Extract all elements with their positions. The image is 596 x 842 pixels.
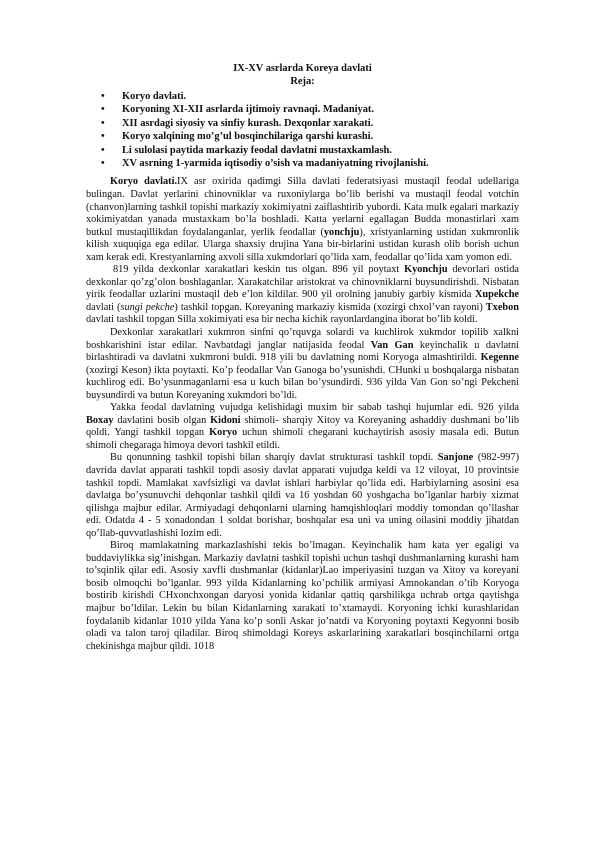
- italic-term: sungi pekche: [120, 301, 175, 313]
- plan-item-text: Li sulolasi paytida markaziy feodal davlatni mustaxkamlash.: [122, 144, 392, 156]
- bullet-icon: •: [101, 158, 105, 170]
- bold-term: Sanjone: [437, 452, 474, 464]
- body-paragraph: [86, 402, 519, 452]
- paragraph-text: Yakka feodal davlatning vujudga kelishidagi muxim bir sabab tashqi hujumlar edi. 926 yilda: [110, 402, 519, 414]
- bullet-icon: •: [101, 104, 105, 116]
- bold-term: Van Gan: [370, 339, 414, 351]
- paragraph-text: Biroq mamlakatning markazlashishi tekis bo’lmagan. Keyinchalik ham kata yer egaligi va buddaviylikka sig’inishgan. Markaziy davlatni tashkil topishi uchun tashqi dushmanlarning kurashi ham to’sqinlik qilar edi. Asosiy xavfli dushmanlar (kidanlar)Lao imperiyasini tuzgan va Xitoy va koreyani bosib olmoqchi bo’lganlar. 993 yilda Kidanlarning ko’pchilik armiyasi Amnokandan o’tib Koryoga bostirib kirishdi CHxonchxongan daryosi yonida kidanlar qattiq qarshilikga uchrab ortga qaytishga majbur bo’ldilar. Lekin bu bilan Kidanlarning xarakati to’xtamaydi. Koryoning ichki kurashlaridan foydalanib kidanlar 1010 yilda Yana ko’p sonli Askar jo’natdi va Koryoning poytaxti Kegyonni bosib oladi va talon taroj qiladilar. Biroq shimoldagi Koreys askarlarining xarakatlari bosqinchilarni ortga chekinishga majbur qildi. 1018: [86, 540, 519, 652]
- paragraph-text: shimoli- sharqiy Xitoy va Koreyaning ashaddiy dushmani bo’lib qoldi. Yangi tashkil topgan: [86, 414, 519, 439]
- body-paragraph: [86, 452, 519, 540]
- paragraph-text: ) tashkil topgan. Koreyaning markaziy kismida (xozirgi chxol’van rayoni): [174, 301, 486, 313]
- document-title: IX-XV asrlarda Koreya davlati: [233, 63, 372, 74]
- bullet-icon: •: [101, 117, 105, 129]
- body-paragraph: [86, 264, 519, 327]
- bullet-icon: •: [101, 91, 105, 102]
- plan-list: [86, 90, 519, 170]
- bold-term: Boxay: [86, 414, 114, 426]
- plan-item: [86, 90, 519, 103]
- paragraph-text: (982-997) davrida davlat apparati tashkil topdi asosiy davlat apparati vujudga keldi va 12 viloyat, 10 provintsie tashkil topdi. Mamlakat xavfsizligi va davlat ishlari harbiylar qo’lida edi. Harbiylarning asosini esa davlatga bo’ysunuvchi dehqonlar tashkil qildi va 16 yoshdan 60 yoshgacha bo’lganlar harbiy xizmat qilishga majbur edilar. Armiyadagi dehqonlarni ularning hamqishloqlari moddiy tomondan qo’llashar edi. Odatda 4 - 5 xonadondan 1 soldat borishar, boshqalar esa uni va uning oilasini moddiy jihatdan qo’llab-quvvatlashishi lozim edi.: [86, 452, 519, 539]
- body-paragraph: [86, 540, 519, 653]
- document-body: [86, 176, 519, 653]
- paragraph-text: keyinchalik u davlatni birlashtiradi va davlatni xukmroni buldi. 918 yili bu davlatning nomi Koryoga almashtirildi.: [86, 339, 520, 364]
- bold-term: Koryo davlati.: [110, 176, 178, 188]
- plan-item-text: XII asrdagi siyosiy va sinfiy kurash. Dexqonlar xarakati.: [122, 117, 374, 129]
- plan-item-text: Koryo davlati.: [122, 91, 187, 102]
- bold-term: yonchju: [323, 226, 360, 238]
- body-paragraph: [86, 327, 519, 402]
- paragraph-text: uchun shimoli chegarani kuchaytirish asosiy masala edi. Butun shimoli chegaraga himoya devori tashkil etildi.: [86, 427, 519, 451]
- plan-item-text: Koryo xalqining mo’g’ul bosqinchilariga qarshi kurashi.: [122, 131, 374, 143]
- plan-item: [86, 117, 519, 130]
- bold-term: Kyonchju: [404, 264, 448, 276]
- paragraph-text: Dexkonlar xarakatlari xukmron sinfni qo’rquvga solardi va kuchlirok xukmdor topilib xalkni boshkarishini istar edilar. Navbatdagi janglar natijasida feodal: [86, 327, 519, 351]
- bullet-icon: •: [101, 131, 105, 143]
- paragraph-text: IX asr oxirida qadimgi Silla davlati federatsiyasi mustaqil feodal udellariga bulingan. Davlat yerlarini chinovniklar va ruxoniylarga bo’lib berishi va mustaqil feodal votchin (chanvon)larning tashkil topishi markaziy xokimiyatni zaiflashtirib yubordi. Kata mulk egalari markaziy xokimiyatdan yanada mustaxkam bo’la boshladi. Katta yerlarni egallagan Budda monastirlari xam butkul mustaqillikdan foydalanganlar, yerlik feodallar (: [86, 176, 520, 238]
- plan-item: [86, 130, 519, 143]
- paragraph-text: (xozirgi Keson) ikta poytaxti. Ko’p feodallar Van Ganoga bo’ysunishdi. CHunki u boshqalarga nisbatan kuchlirog edi. Bo’ysunmaganlarni esa u kuch bilan bo’ysundirdi. 936 yilda Van Gon so’ngi Pekcheni buysundirdi va butun Koreyaning xukmdori bo’ldi.: [86, 364, 519, 401]
- paragraph-text: devorlari ostida dexkonlar qo’zg’olon boshlaganlar. Xarakatchilar aristokrat va chinovniklarni buysundirishdi. Nisbatan yirik feodallar uzlarini mustaqil deb e’lon kildilar. 900 yil orolning janubiy garbiy kismida: [86, 264, 519, 301]
- bold-term: Kegenne: [480, 352, 519, 364]
- bullet-icon: •: [101, 144, 105, 156]
- paragraph-text: 819 yilda dexkonlar xarakatlari keskin tus olgan. 896 yil poytaxt: [113, 264, 405, 276]
- plan-item: [86, 157, 519, 170]
- paragraph-text: Bu qonunning tashkil topishi bilan sharqiy davlat strukturasi tashkil topdi.: [110, 452, 438, 464]
- paragraph-text: ), xristyanlarning ustidan xukmronlik kilish xuquqiga ega edilar. Ularga shaxsiy drujina Yana bir-birlarini ustidan kurash olib borish uchun xam kerak edi. Krestyanlarning axvoli silla xukmdorlari qo’lida xam, feodallar qo’lida xam yomon edi.: [86, 226, 519, 263]
- plan-item-text: XV asrning 1-yarmida iqtisodiy o’sish va madaniyatning rivojlanishi.: [122, 158, 429, 170]
- bold-term: Kidoni: [210, 414, 241, 426]
- paragraph-text: davlati (: [86, 301, 121, 313]
- plan-item: [86, 144, 519, 157]
- bold-term: Xupekche: [474, 289, 519, 301]
- plan-label: Reja:: [290, 76, 315, 87]
- body-paragraph: [86, 176, 519, 264]
- bold-term: Koryo: [209, 427, 238, 439]
- plan-item-text: Koryoning XI-XII asrlarda ijtimoiy ravnaqi. Madaniyat.: [122, 104, 374, 116]
- paragraph-text: davlati tashkil topgan Silla xokimiyati esa bir necha kichik rayonlardangina iborat bo’lib koldi.: [86, 314, 478, 326]
- paragraph-text: davlatini bosib olgan: [113, 414, 211, 426]
- bold-term: Txebon: [485, 301, 519, 313]
- plan-item: [86, 103, 519, 116]
